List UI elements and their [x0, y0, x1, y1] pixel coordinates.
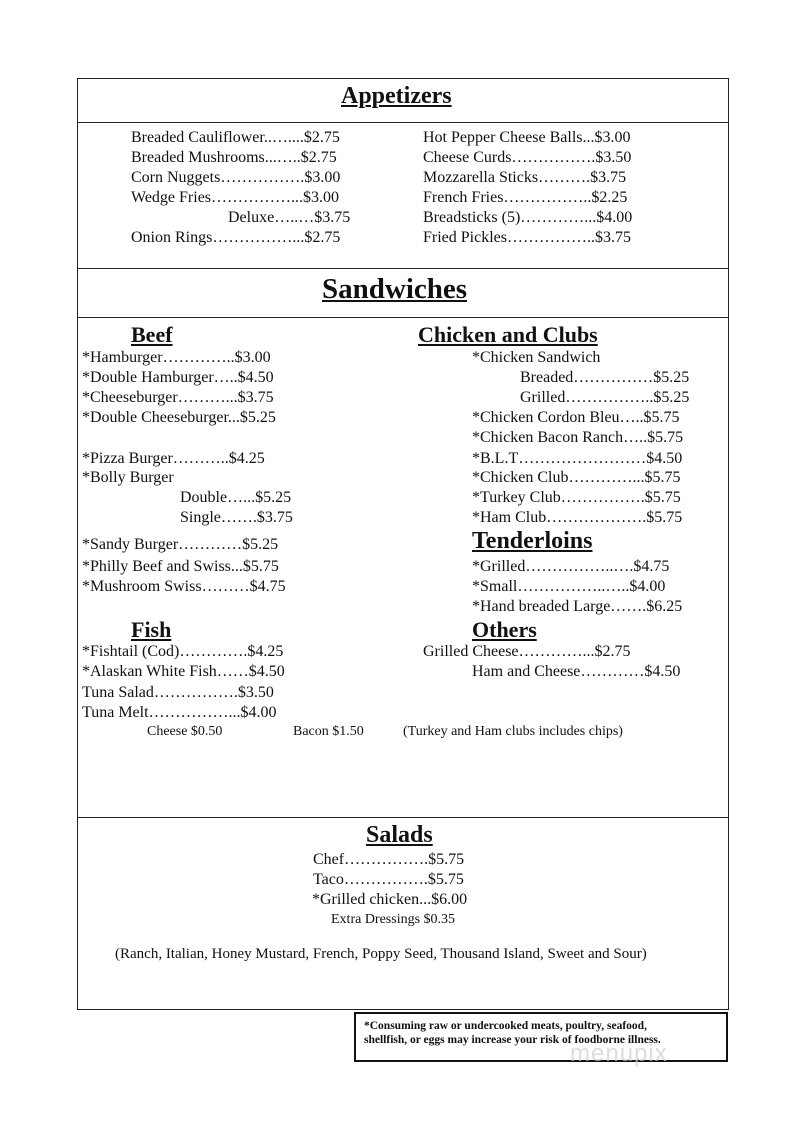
menu-item: *Chicken Bacon Ranch…..$5.75 — [472, 429, 684, 446]
menu-item: Breaded Mushrooms...…..$2.75 — [131, 149, 337, 166]
menu-item: Corn Nuggets…………….$3.00 — [131, 169, 341, 186]
clubs-note: (Turkey and Ham clubs includes chips) — [403, 724, 623, 739]
menu-item: Tuna Salad…………….$3.50 — [82, 684, 274, 701]
salads-title: Salads — [366, 822, 433, 848]
menu-item: Tuna Melt……………...$4.00 — [82, 704, 277, 721]
menu-item: *Double Hamburger…..$4.50 — [82, 369, 274, 386]
notice-line: *Consuming raw or undercooked meats, poultry, seafood, — [364, 1020, 647, 1032]
menu-item: *Philly Beef and Swiss...$5.75 — [82, 558, 279, 575]
menu-item: Breaded Cauliflower..…....$2.75 — [131, 129, 340, 146]
menu-item: Cheese Curds…………….$3.50 — [423, 149, 632, 166]
beef-title: Beef — [131, 322, 173, 347]
menu-item: Deluxe…..…$3.75 — [228, 209, 351, 226]
menu-item: *Chicken Club…………...$5.75 — [472, 469, 681, 486]
divider — [77, 317, 729, 318]
menu-item: *Chicken Sandwich — [472, 349, 601, 366]
menu-item: Taco…………….$5.75 — [313, 871, 464, 888]
menu-item: *Chicken Cordon Bleu…..$5.75 — [472, 409, 680, 426]
menu-item: Breadsticks (5)…………...$4.00 — [423, 209, 633, 226]
menu-item: *Turkey Club…………….$5.75 — [472, 489, 681, 506]
menu-item: Grilled……………..$5.25 — [520, 389, 690, 406]
menu-item: *Double Cheeseburger...$5.25 — [82, 409, 276, 426]
addon-cheese: Cheese $0.50 — [147, 724, 223, 739]
menu-item: Single…….$3.75 — [180, 509, 293, 526]
dressings-list: (Ranch, Italian, Honey Mustard, French, Poppy Seed, Thousand Island, Sweet and Sour) — [115, 946, 647, 962]
menu-item: *Small……………..…..$4.00 — [472, 578, 666, 595]
watermark: menupix — [570, 1040, 668, 1067]
chicken-clubs-title: Chicken and Clubs — [418, 322, 598, 347]
menu-item: French Fries……………..$2.25 — [423, 189, 628, 206]
menu-item: Mozzarella Sticks……….$3.75 — [423, 169, 627, 186]
menu-item: *Hamburger…………..$3.00 — [82, 349, 271, 366]
fish-title: Fish — [131, 617, 172, 642]
extra-dressings: Extra Dressings $0.35 — [331, 912, 456, 927]
menu-item: Chef…………….$5.75 — [313, 851, 465, 868]
menu-item: *B.L.T……………………$4.50 — [472, 450, 683, 467]
divider — [77, 817, 729, 818]
menu-item: *Grilled……………..….$4.75 — [472, 558, 670, 575]
notice-line: shellfish, or eggs may increase your risk of foodborne illness. — [364, 1034, 661, 1046]
menu-item: *Alaskan White Fish……$4.50 — [82, 663, 285, 680]
tenderloins-title: Tenderloins — [472, 528, 593, 554]
menu-item: *Fishtail (Cod)………….$4.25 — [82, 643, 284, 660]
divider — [77, 122, 729, 123]
menu-item: *Cheeseburger………...$3.75 — [82, 389, 274, 406]
menu-item: *Pizza Burger………..$4.25 — [82, 450, 265, 467]
menu-item: Fried Pickles……………..$3.75 — [423, 229, 631, 246]
menu-item: *Bolly Burger — [82, 469, 174, 486]
menu-item: *Mushroom Swiss………$4.75 — [82, 578, 286, 595]
menu-item: *Hand breaded Large…….$6.25 — [472, 598, 683, 615]
appetizers-title: Appetizers — [341, 83, 452, 109]
menu-item: Wedge Fries……………...$3.00 — [131, 189, 340, 206]
divider — [77, 268, 729, 269]
foodborne-notice — [354, 1012, 728, 1062]
menu-item: *Ham Club……………….$5.75 — [472, 509, 683, 526]
menu-item: Ham and Cheese…………$4.50 — [472, 663, 681, 680]
menu-item: Hot Pepper Cheese Balls...$3.00 — [423, 129, 631, 146]
menu-item: Grilled Cheese…………...$2.75 — [423, 643, 631, 660]
menu-item: Onion Rings……………...$2.75 — [131, 229, 341, 246]
menu-item: *Sandy Burger…………$5.25 — [82, 536, 279, 553]
sandwiches-title: Sandwiches — [322, 273, 468, 305]
menu-item: Breaded……………$5.25 — [520, 369, 690, 386]
menu-item: *Grilled chicken...$6.00 — [312, 891, 468, 908]
others-title: Others — [472, 617, 537, 642]
menu-item: Double…...$5.25 — [180, 489, 292, 506]
addon-bacon: Bacon $1.50 — [293, 724, 364, 739]
